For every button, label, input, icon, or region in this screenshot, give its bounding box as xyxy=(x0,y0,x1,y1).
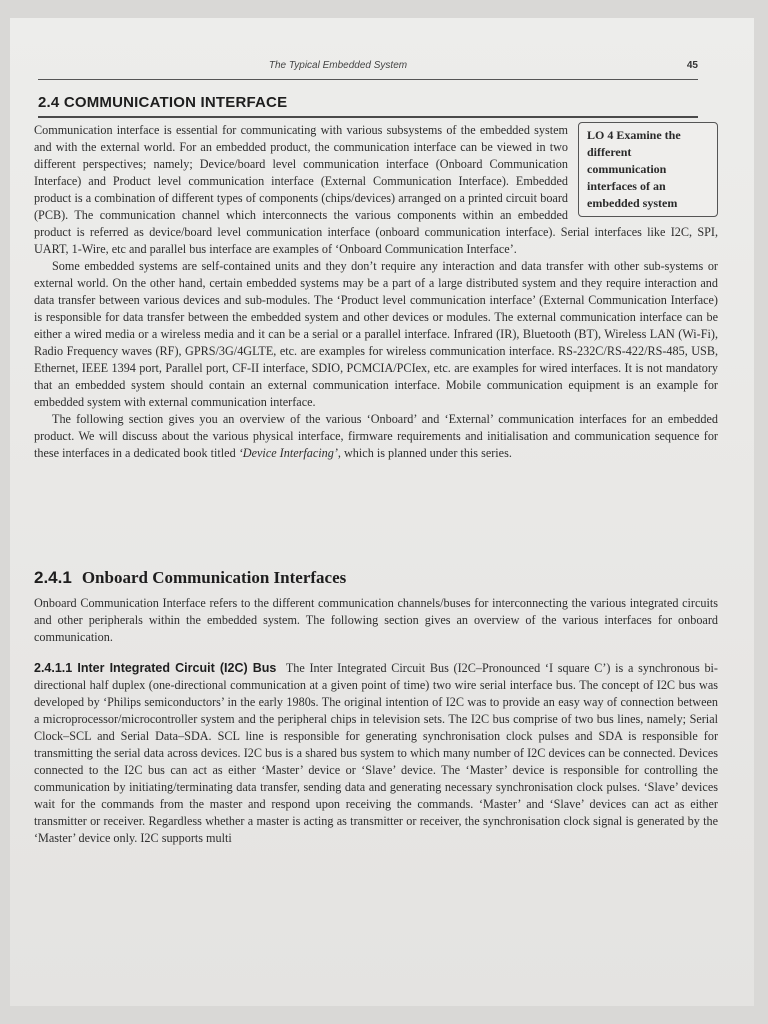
paragraph-overview-text: The following section gives you an overview of the various ‘Onboard’ and ‘External’ communication interfaces for an embedded product. We will discuss about the various physical interface, firmware requirements and initialisation and communication sequence for these interfaces in a dedicated book titled xyxy=(34,412,718,460)
subsection-body xyxy=(34,595,718,646)
running-head xyxy=(38,58,698,78)
section-body xyxy=(34,122,718,462)
paragraph-i2c xyxy=(34,660,718,847)
paragraph-overview xyxy=(34,411,718,462)
running-title: The Typical Embedded System xyxy=(268,60,408,71)
paragraph-external-interface: Some embedded systems are self-contained units and they don’t require any interaction and data transfer with other sub-systems or external world. On the other hand, certain embedded systems may be a part of a large distributed system and they require interaction and data transfer between various devices and sub-modules. The ‘Product level communication interface’ (External Communication Interface) is responsible for data transfer between the embedded system and other devices or modules. The external communication interface can be either a wired media or a wireless media and it can be a serial or a parallel interface. Infrared (IR), Bluetooth (BT), Wireless LAN (Wi-Fi), Radio Frequency waves (RF), GPRS/3G/4GLTE, etc. are examples for wireless communication interface. RS-232C/RS-422/RS-485, USB, Ethernet, IEEE 1394 port, Parallel port, CF-II interface, SDIO, PCMCIA/PCIex, etc. are examples for wired interfaces. It is not mandatory that an embedded system should contain an external communication interface. Mobile communication equipment is an example for embedded system with external communication interface. xyxy=(34,259,718,409)
subsection-number: 2.4.1 xyxy=(34,568,72,587)
section-divider xyxy=(38,116,698,118)
paragraph-overview-end: , which is planned under this series. xyxy=(337,446,512,460)
subsubsection-body xyxy=(34,660,718,847)
header-divider xyxy=(38,79,698,80)
paragraph-intro: Communication interface is essential for communicating with various subsystems of the embedded system and with the external world. For an embedded product, the communication interface can be viewed in two different perspectives; namely; Device/board level communication interface (Onboard Communication Interface) and Product level communication interface (External Communication Interface). Embedded product is a combination of different types of components (chips/devices) arranged on a printed circuit board (PCB). The communication channel which interconnects the various components within an embedded product is referred as device/board level communication interface (onboard communication interface). Serial interfaces like I2C, SPI, UART, 1-Wire, etc and parallel bus interface are examples of ‘Onboard Communication Interface’. xyxy=(34,123,718,256)
section-title: 2.4 COMMUNICATION INTERFACE xyxy=(38,94,288,111)
paragraph-onboard-intro: Onboard Communication Interface refers to the different communication channels/buses for interconnecting the various integrated circuits and other peripherals within the embedded system. The following section gives an overview of the various interfaces for onboard communication. xyxy=(34,596,718,644)
subsubsection-heading: 2.4.1.1 Inter Integrated Circuit (I2C) Bus xyxy=(34,661,277,675)
paragraph-i2c-text: The Inter Integrated Circuit Bus (I2C–Pronounced ‘I square C’) is a synchronous bi-directional half duplex (one-directional communication at a given point of time) two wire serial interface bus. The concept of I2C bus was developed by ‘Philips semiconductors’ in the early 1980s. The original intention of I2C was to provide an easy way of connection between a microprocessor/microcontroller system and the peripheral chips in television sets. The I2C bus comprise of two bus lines, namely; Serial Clock–SCL and Serial Data–SDA. SCL line is responsible for generating synchronisation clock pulses and SDA is responsible for transmitting the serial data across devices. I2C bus is a shared bus system to which many number of I2C devices can be connected. Devices connected to the I2C bus can act as either ‘Master’ device or ‘Slave’ device. The ‘Master’ device is responsible for controlling the communication by initiating/terminating data transfer, sending data and generating necessary synchronisation clock pulses. ‘Slave’ devices wait for the commands from the master and respond upon receiving the commands. ‘Master’ and ‘Slave’ devices can act as either transmitter or receiver. Regardless whether a master is acting as transmitter or receiver, the synchronisation clock signal is generated by the ‘Master’ device only. I2C supports multi xyxy=(34,661,718,845)
subsection-title xyxy=(34,568,718,588)
page-number: 45 xyxy=(686,60,698,71)
book-title-reference: ‘Device Interfacing’ xyxy=(238,446,338,460)
learning-objective-box: LO 4 Examine the different communication interfaces of an embedded system xyxy=(578,122,718,217)
subsection-title-text: Onboard Communication Interfaces xyxy=(81,568,347,587)
